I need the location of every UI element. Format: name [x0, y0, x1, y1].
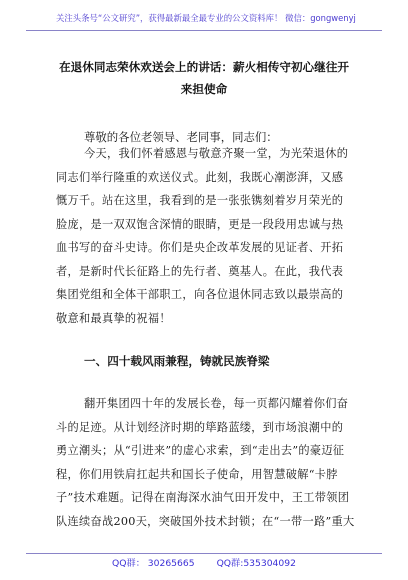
- document-title: [40, 56, 368, 100]
- paragraph-line: 程，你们用铁肩扛起共和国长子使命，用智慧破解“卡脖: [56, 467, 338, 481]
- paragraph-section-1: [56, 392, 356, 533]
- paragraph-line: 队连续奋战200天，突破国外技术封锁；在“一带一路”重大: [56, 514, 355, 528]
- paragraph-line: 敬意和最真挚的祝福！: [56, 311, 171, 325]
- paragraph-line: 子”技术难题。记得在南海深水油气田开发中，王工带领团: [56, 491, 350, 504]
- paragraph-line: 翻开集团四十年的发展长卷，每一页都闪耀着你们奋: [84, 397, 349, 410]
- greeting: 尊敬的各位老领导、老同事，同志们：: [84, 130, 278, 144]
- header-divider: [26, 30, 382, 31]
- paragraph-line: 斗的足迹。从计划经济时期的筚路蓝缕，到市场浪潮中的: [56, 420, 344, 434]
- paragraph-line: 集团党组和全体干部职工，向各位退休同志致以最崇高的: [56, 288, 344, 301]
- paragraph-line: 慨万千。站在这里，我看到的是一张张镌刻着岁月荣光的: [56, 194, 344, 207]
- footer-qq-group-2: QQ群:535304092: [216, 558, 296, 569]
- title-line-1: 在退休同志荣休欢送会上的讲话：薪火相传守初心继往开: [59, 60, 349, 74]
- footer-qq-group-1: QQ群： 30265665: [112, 558, 195, 569]
- paragraph-line: 今天，我们怀着感恩与敬意齐聚一堂，为光荣退休的: [84, 147, 349, 160]
- section-heading: 一、四十载风雨兼程，铸就民族脊梁: [84, 354, 270, 368]
- paragraph-line: 血书写的奋斗史诗。你们是央企改革发展的见证者、开拓: [56, 241, 344, 254]
- paragraph-line: 脸庞，是一双双饱含深情的眼睛，更是一段段用忠诚与热: [56, 217, 344, 231]
- paragraph-line: 勇立潮头；从“引进来”的虚心求索，到“走出去”的豪迈征: [56, 444, 345, 457]
- paragraph-line: 同志们举行隆重的欢送仪式。此刻，我既心潮澎湃，又感: [56, 170, 344, 184]
- footer: [0, 558, 408, 570]
- paragraph-opening: [56, 142, 356, 330]
- header-note: 关注头条号“公文研究”，获得最新最全最专业的公文资料库！ 微信：gongwenyj: [56, 13, 356, 23]
- title-line-2: 来担使命: [180, 82, 228, 96]
- paragraph-line: 者，是新时代长征路上的先行者、奠基人。在此，我代表: [56, 264, 344, 278]
- footer-divider: [26, 553, 382, 554]
